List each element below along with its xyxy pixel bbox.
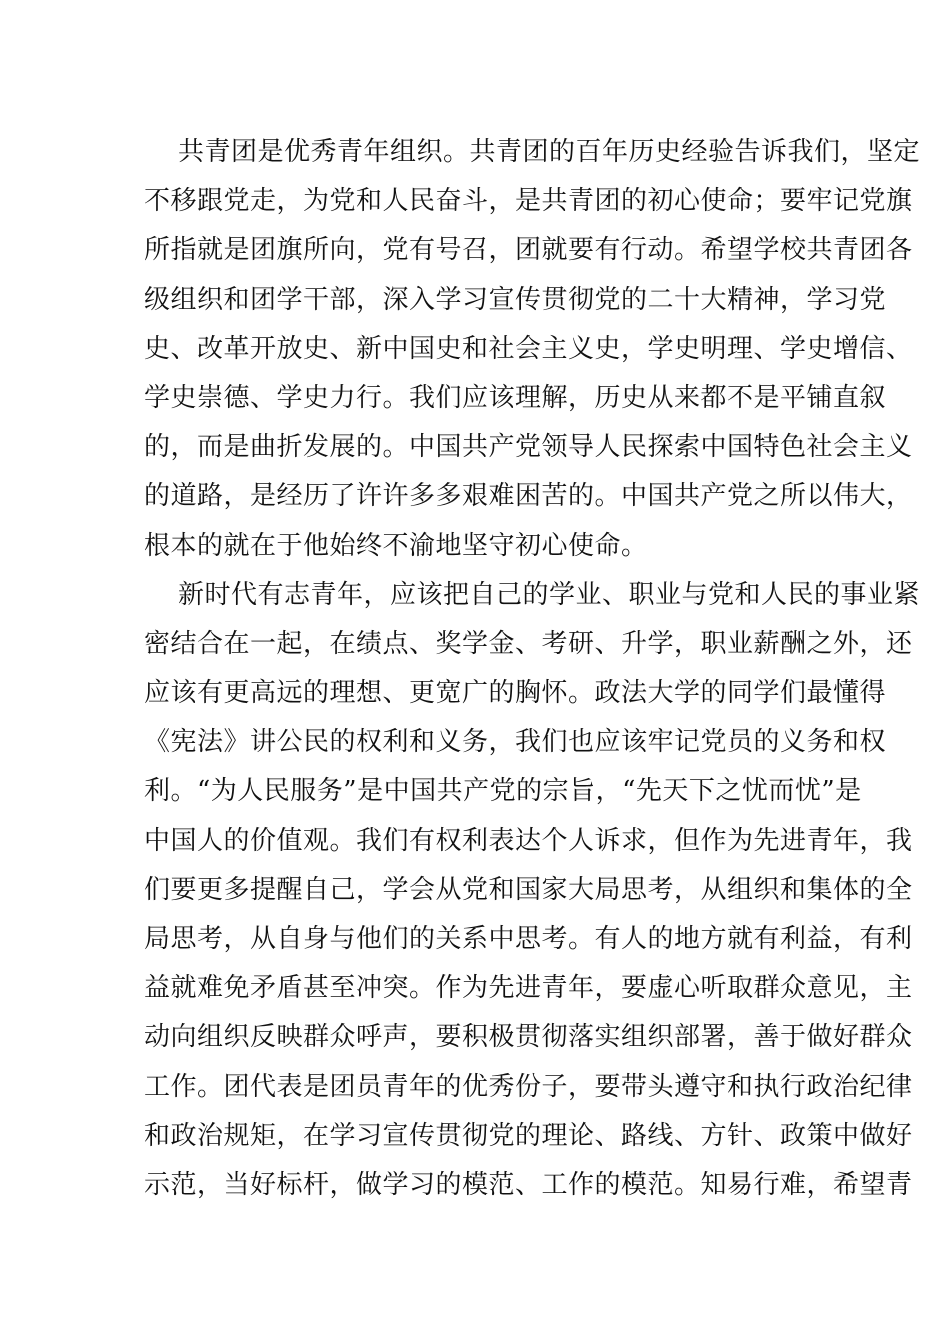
text-line: 工作。团代表是团员青年的优秀份子，要带头遵守和执行政治纪律: [144, 1071, 913, 1102]
text-line: 级组织和团学干部，深入学习宣传贯彻党的二十大精神，学习党: [144, 284, 887, 315]
text-line: 动向组织反映群众呼声，要积极贯彻落实组织部署，善于做好群众: [144, 1022, 913, 1053]
text-line: 的道路，是经历了许许多多艰难困苦的。中国共产党之所以伟大，: [144, 481, 913, 512]
text-line: 《宪法》讲公民的权利和义务，我们也应该牢记党员的义务和权: [144, 727, 887, 758]
text-line: 根本的就在于他始终不渝地坚守初心使命。: [144, 530, 648, 561]
text-line: 的，而是曲折发展的。中国共产党领导人民探索中国特色社会主义: [144, 432, 913, 463]
document-body: [144, 128, 921, 1210]
text-line: 应该有更高远的理想、更宽广的胸怀。政法大学的同学们最懂得: [144, 678, 887, 709]
text-line: 学史崇德、学史力行。我们应该理解，历史从来都不是平铺直叙: [144, 382, 887, 413]
text-line: 共青团是优秀青年组织。共青团的百年历史经验告诉我们，坚定: [178, 137, 921, 167]
text-line: 局思考，从自身与他们的关系中思考。有人的地方就有利益，有利: [144, 924, 913, 954]
text-line: 示范，当好标杆，做学习的模范、工作的模范。知易行难，希望青: [144, 1169, 913, 1200]
text-line: 史、改革开放史、新中国史和社会主义史，学史明理、学史增信、: [144, 333, 913, 364]
text-line: 们要更多提醒自己，学会从党和国家大局思考，从组织和集体的全: [144, 874, 913, 905]
paragraph-2: [144, 571, 921, 1210]
text-line: 和政治规矩，在学习宣传贯彻党的理论、路线、方针、政策中做好: [144, 1120, 913, 1151]
paragraph-1: [144, 128, 921, 571]
text-line: 中国人的价值观。我们有权利表达个人诉求，但作为先进青年，我: [144, 825, 913, 856]
text-line: 利。“为人民服务”是中国共产党的宗旨，“先天下之忧而忧”是: [144, 776, 862, 807]
text-line: 密结合在一起，在绩点、奖学金、考研、升学，职业薪酬之外，还: [144, 628, 913, 659]
text-line: 不移跟党走，为党和人民奋斗，是共青团的初心使命；要牢记党旗: [144, 186, 913, 217]
text-line: 新时代有志青年，应该把自己的学业、职业与党和人民的事业紧: [178, 579, 921, 610]
text-line: 所指就是团旗所向，党有号召，团就要有行动。希望学校共青团各: [144, 235, 913, 266]
text-line: 益就难免矛盾甚至冲突。作为先进青年，要虚心听取群众意见，主: [144, 973, 913, 1004]
